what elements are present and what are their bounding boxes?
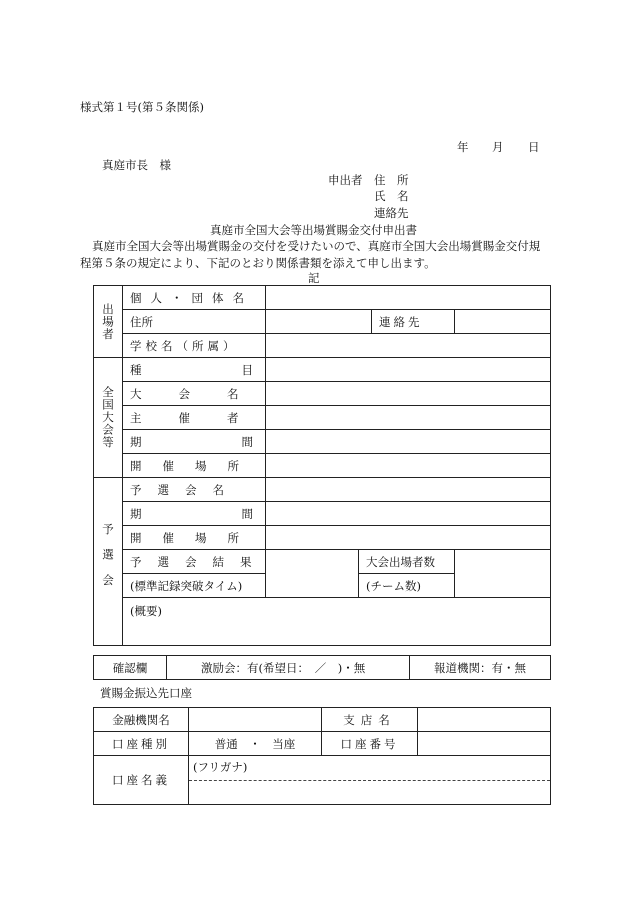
document-title: 真庭市全国大会等出場賞賜金交付申出書 bbox=[210, 223, 417, 237]
venue-label: 開催場所 bbox=[123, 454, 266, 478]
account-number-label: 口座番号 bbox=[322, 732, 418, 756]
participant-contact-field[interactable] bbox=[455, 310, 551, 334]
bank-table bbox=[93, 707, 551, 805]
entrants-field[interactable] bbox=[455, 550, 551, 598]
furigana-divider bbox=[189, 780, 550, 804]
applicant-name-label: 氏 名 bbox=[374, 189, 409, 203]
institution-field[interactable] bbox=[189, 708, 322, 732]
participant-address-label: 住所 bbox=[123, 310, 266, 334]
confirm-table bbox=[93, 655, 551, 680]
addressee: 真庭市長 様 bbox=[102, 158, 171, 172]
qualifier-name-label: 予選会名 bbox=[123, 478, 266, 502]
participant-address-field[interactable] bbox=[266, 310, 372, 334]
bank-heading: 賞賜金振込先口座 bbox=[100, 686, 192, 700]
body-text-line2: 程第５条の規定により、下記のとおり関係書類を添えて申し出ます。 bbox=[80, 256, 436, 270]
applicant-address-label: 住 所 bbox=[374, 173, 409, 187]
period-label: 期間 bbox=[123, 430, 266, 454]
qualifier-name-field[interactable] bbox=[266, 478, 551, 502]
applicant-contact-label: 連絡先 bbox=[374, 206, 409, 220]
participant-name-field[interactable] bbox=[266, 286, 551, 310]
account-holder-label: 口座名義 bbox=[94, 756, 189, 805]
participant-contact-label: 連絡先 bbox=[372, 310, 455, 334]
entrants-sublabel: (チーム数) bbox=[359, 574, 455, 598]
qualifier-result-label: 予選会結果 bbox=[123, 550, 266, 574]
application-table bbox=[93, 285, 551, 646]
national-section-heading: 全国大会等 bbox=[94, 358, 123, 478]
organizer-label: 主催者 bbox=[123, 406, 266, 430]
date-month: 月 bbox=[492, 140, 504, 154]
confirm-label: 確認欄 bbox=[94, 656, 167, 680]
date-day: 日 bbox=[528, 140, 540, 154]
qualifier-period-label: 期間 bbox=[123, 502, 266, 526]
organizer-field[interactable] bbox=[266, 406, 551, 430]
account-holder-field[interactable] bbox=[189, 756, 551, 805]
body-text-line1: 真庭市全国大会等出場賞賜金の交付を受けたいので、真庭市全国大会出場賞賜金交付規 bbox=[92, 239, 541, 253]
participant-name-label: 個人・団体名 bbox=[123, 286, 266, 310]
applicant-heading: 申出者 bbox=[328, 173, 363, 187]
summary-field[interactable] bbox=[123, 598, 551, 646]
tournament-label: 大会名 bbox=[123, 382, 266, 406]
summary-label: (概要) bbox=[130, 604, 162, 618]
furigana-label: (フリガナ) bbox=[193, 760, 248, 774]
participant-section-heading: 出場者 bbox=[94, 286, 123, 358]
qualifier-venue-label: 開催場所 bbox=[123, 526, 266, 550]
branch-label: 支店名 bbox=[322, 708, 418, 732]
encouragement-party-field[interactable]: 激励会：有(希望日： ／ )・無 bbox=[167, 656, 410, 680]
venue-field[interactable] bbox=[266, 454, 551, 478]
institution-label: 金融機関名 bbox=[94, 708, 189, 732]
account-type-label: 口座種別 bbox=[94, 732, 189, 756]
qualifier-section-heading: 予選会 bbox=[94, 478, 123, 646]
account-type-field[interactable]: 普通 ・ 当座 bbox=[189, 732, 322, 756]
entrants-label: 大会出場者数 bbox=[359, 550, 455, 574]
tournament-field[interactable] bbox=[266, 382, 551, 406]
ki-label: 記 bbox=[308, 271, 320, 285]
date-year: 年 bbox=[457, 140, 469, 154]
event-label: 種目 bbox=[123, 358, 266, 382]
participant-school-field[interactable] bbox=[266, 334, 551, 358]
account-number-field[interactable] bbox=[418, 732, 551, 756]
participant-school-label: 学校名（所属） bbox=[123, 334, 266, 358]
form-number: 様式第１号(第５条関係) bbox=[80, 100, 204, 114]
qualifier-result-sublabel: (標準記録突破タイム) bbox=[123, 574, 266, 598]
qualifier-result-field[interactable] bbox=[266, 550, 359, 598]
branch-field[interactable] bbox=[418, 708, 551, 732]
press-field[interactable]: 報道機関：有・無 bbox=[410, 656, 551, 680]
qualifier-venue-field[interactable] bbox=[266, 526, 551, 550]
